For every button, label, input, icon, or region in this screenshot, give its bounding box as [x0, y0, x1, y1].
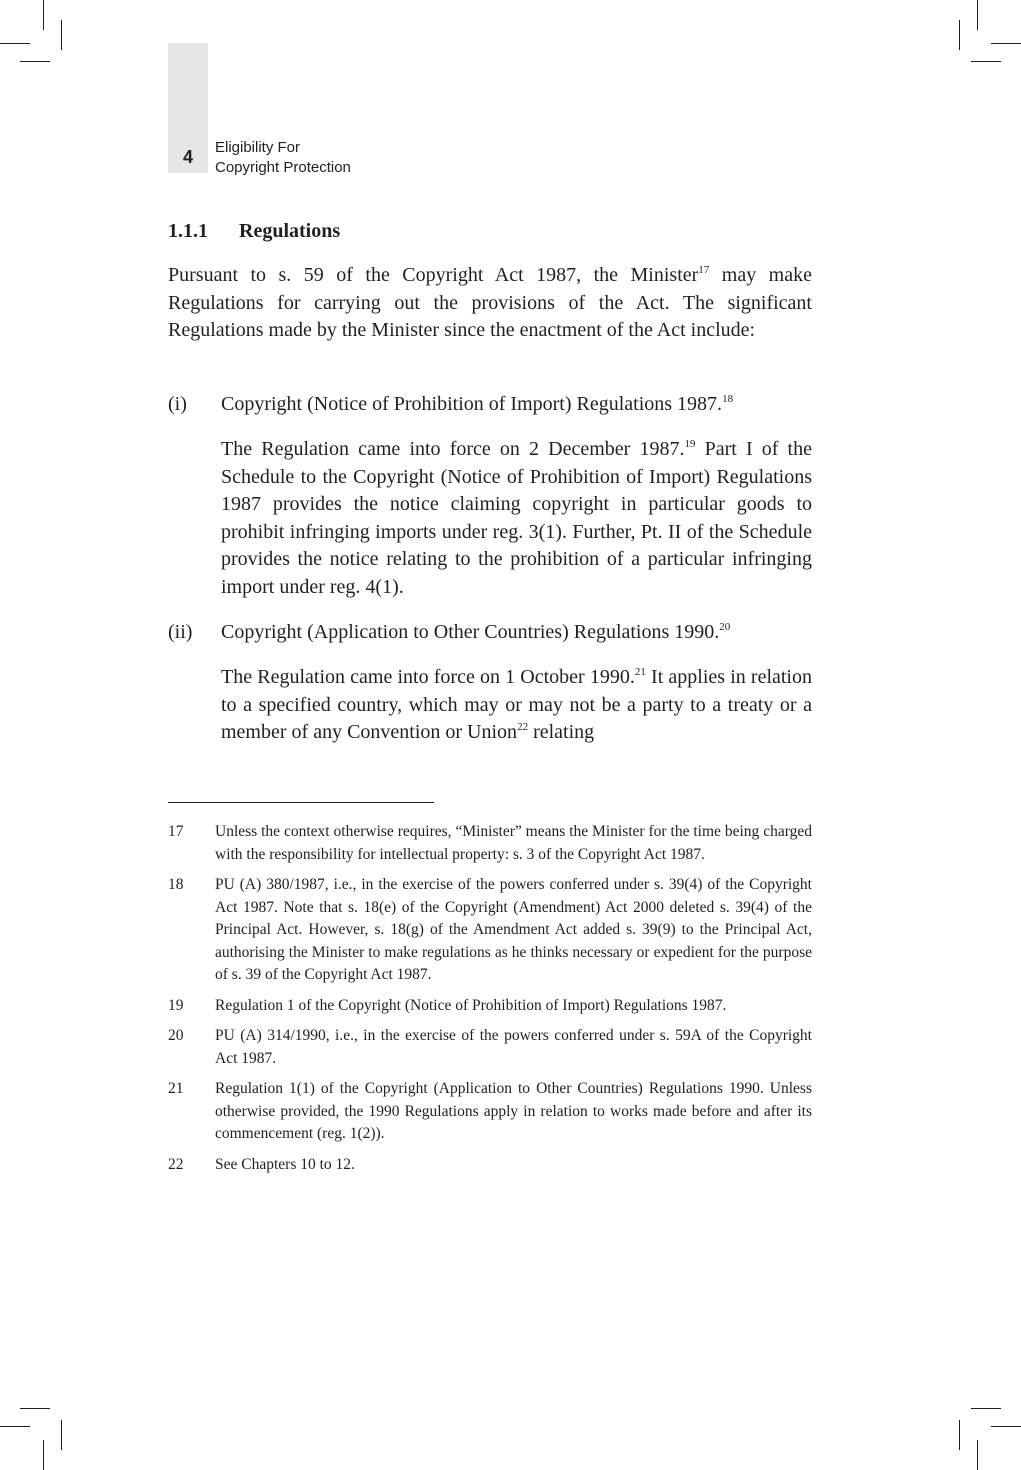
- crop-mark: [971, 1408, 1001, 1409]
- footnote-text: PU (A) 314/1990, i.e., in the exercise of the powers conferred under s. 59A of the Copyright Act 1987.: [215, 1027, 812, 1067]
- footnote-number: 18: [168, 876, 184, 893]
- footnote-text: Unless the context otherwise requires, “Minister” means the Minister for the time being charged with the responsibility for intellectual property: s. 3 of the Copyright Act 1987.: [215, 823, 812, 863]
- footnote-ref: 18: [722, 393, 734, 405]
- crop-mark: [0, 43, 30, 44]
- list-item-body: [221, 436, 812, 601]
- running-head-line: Eligibility For: [215, 139, 301, 156]
- crop-mark: [20, 1408, 50, 1409]
- footnote: [168, 1078, 812, 1146]
- footnote-ref: 20: [719, 621, 731, 633]
- footnote-ref: 17: [698, 264, 710, 276]
- list-item-title: [221, 619, 730, 647]
- list-item-body-text: The Regulation came into force on 1 October 1990.: [221, 666, 635, 688]
- list-item-label: (i): [168, 393, 187, 415]
- list-item-body-text: relating: [528, 721, 595, 743]
- footnote-text: See Chapters 10 to 12.: [215, 1155, 355, 1173]
- footnote-ref: 21: [634, 666, 646, 678]
- footnote-number: 22: [168, 1155, 184, 1173]
- list-item-body: [221, 664, 812, 747]
- footnote-ref: 19: [684, 438, 696, 450]
- crop-mark: [20, 61, 50, 62]
- running-head: [215, 138, 351, 178]
- footnote-text: Regulation 1 of the Copyright (Notice of Prohibition of Import) Regulations 1987.: [215, 996, 727, 1014]
- footnote: [168, 1025, 812, 1070]
- crop-mark: [61, 1420, 62, 1450]
- footnote-text: Regulation 1(1) of the Copyright (Application to Other Countries) Regulations 1990. Unless otherwise provided, the 1990 Regulations apply in relation to works made before and after its commencement (reg. 1(2)).: [215, 1080, 812, 1142]
- footnote-divider: [168, 802, 434, 803]
- crop-mark: [977, 0, 978, 30]
- footnote: [168, 874, 812, 987]
- intro-text: may make Regulations for carrying out the provisions of the Act. The significant Regulations made by the Minister since the enactment of the Act include:: [168, 264, 812, 341]
- footnotes: [168, 821, 812, 1184]
- crop-mark: [971, 61, 1001, 62]
- list-item-title-text: Copyright (Notice of Prohibition of Import) Regulations 1987.: [221, 393, 723, 415]
- crop-mark: [991, 43, 1021, 44]
- section-number: 1.1.1: [168, 220, 208, 242]
- list-item-title: [221, 391, 733, 419]
- crop-mark: [43, 0, 44, 30]
- crop-mark: [977, 1440, 978, 1470]
- crop-mark: [0, 1426, 30, 1427]
- list-item-body-text: It applies in relation to a specified country, which may or may not be a party to a treaty or a member of any Convention or Union: [221, 666, 812, 743]
- crop-mark: [959, 20, 960, 50]
- footnote-number: 19: [168, 996, 184, 1014]
- list-item-body-text: Part I of the Schedule to the Copyright (Notice of Prohibition of Import) Regulations 1987 provides the notice claiming copyright in particular goods to prohibit infringing imports under reg. 3(1). Further, Pt. II of the Schedule provides the notice relating to the prohibition of a particular infringing import under reg. 4(1).: [221, 438, 812, 598]
- intro-text: Pursuant to s. 59 of the Copyright Act 1987, the Minister: [168, 264, 699, 286]
- crop-mark: [991, 1426, 1021, 1427]
- section-title: Regulations: [239, 220, 341, 242]
- crop-mark: [61, 20, 62, 50]
- footnote: [168, 995, 812, 1018]
- footnote-number: 20: [168, 1027, 184, 1044]
- crop-mark: [43, 1440, 44, 1470]
- footnote: [168, 821, 812, 866]
- list-item-label: (ii): [168, 621, 193, 643]
- footnote: [168, 1154, 812, 1177]
- section-heading: [168, 219, 340, 243]
- footnote-text: PU (A) 380/1987, i.e., in the exercise of the powers conferred under s. 39(4) of the Copyright Act 1987. Note that s. 18(e) of the Copyright (Amendment) Act 2000 deleted s. 39(4) of the Principal Act. However, s. 18(g) of the Amendment Act added s. 39(9) to the Principal Act, authorising the Minister to make regulations as he thinks necessary or expedient for the purpose of s. 39 of the Copyright Act 1987.: [215, 876, 812, 983]
- list-item-body-text: The Regulation came into force on 2 December 1987.: [221, 438, 685, 460]
- intro-paragraph: [168, 262, 812, 345]
- page-number: 4: [182, 147, 193, 167]
- crop-mark: [959, 1420, 960, 1450]
- running-head-line: Copyright Protection: [215, 159, 351, 176]
- footnote-number: 21: [168, 1080, 184, 1097]
- list-item-title-text: Copyright (Application to Other Countries) Regulations 1990.: [221, 621, 720, 643]
- footnote-number: 17: [168, 823, 184, 840]
- footnote-ref: 22: [517, 721, 529, 733]
